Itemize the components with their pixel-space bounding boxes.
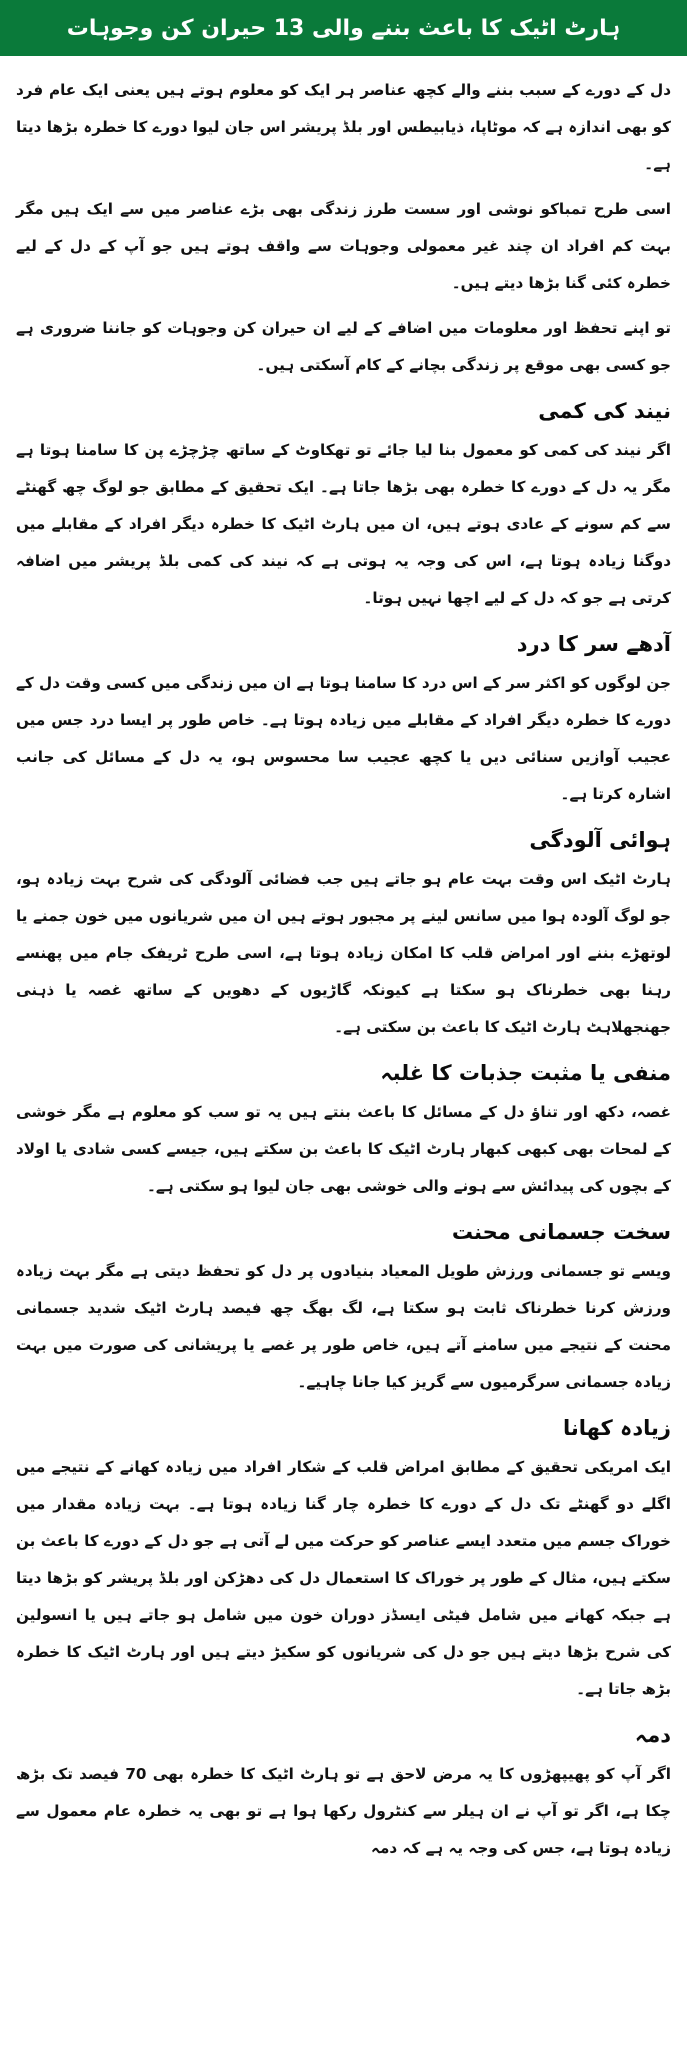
section-paragraph: غصہ، دکھ اور تناؤ دل کے مسائل کا باعث بنتے ہیں یہ تو سب کو معلوم ہے مگر خوشی کے لمحات بھی کبھی کبھار ہارٹ اٹیک کا باعث بن سکتے ہیں، جیسے کسی شادی یا اولاد کے بچوں کی پیدائش سے ہونے والی خوشی بھی جان لیوا ہو سکتی ہے۔	[16, 1103, 671, 1195]
section-paragraph: جن لوگوں کو اکثر سر کے اس درد کا سامنا ہوتا ہے ان میں زندگی میں کسی وقت دل کے دورے کا خطرہ دیگر افراد کے مقابلے میں زیادہ ہوتا ہے۔ خاص طور پر ایسا درد جس میں عجیب آوازیں سنائی دیں یا کچھ عجیب سا محسوس ہو، یہ دل کے مسائل کی جانب اشارہ کرتا ہے۔	[16, 674, 671, 803]
section-paragraph: اگر نیند کی کمی کو معمول بنا لیا جائے تو تھکاوٹ کے ساتھ چڑچڑے پن کا سامنا ہوتا ہے مگر یہ دل کے دورے کا خطرہ بھی بڑھا جاتا ہے۔ ایک تحقیق کے مطابق جو لوگ چھ گھنٹے سے کم سونے کے عادی ہوتے ہیں، ان میں ہارٹ اٹیک کا خطرہ دیگر افراد کے مقابلے میں دوگنا زیادہ ہوتا ہے، اس کی وجہ یہ ہوتی ہے کہ نیند کی کمی بلڈ پریشر میں اضافہ کرتی ہے جو کہ دل کے لیے اچھا نہیں ہوتا۔	[16, 441, 671, 607]
section-heading: سخت جسمانی محنت	[451, 1220, 671, 1244]
article-title: ہارٹ اٹیک کا باعث بننے والی 13 حیران کن وجوہات	[0, 0, 687, 58]
intro-paragraph: دل کے دورے کے سبب بننے والے کچھ عناصر ہر ایک کو معلوم ہوتے ہیں یعنی ایک عام فرد کو بھی اندازہ ہے کہ موٹاپا، ذیابیطس اور بلڈ پریشر اس جان لیوا دورے کا خطرہ بڑھا دیتا ہے۔	[16, 81, 671, 173]
article-body	[0, 58, 687, 1867]
section-paragraph: ایک امریکی تحقیق کے مطابق امراض قلب کے شکار افراد میں زیادہ کھانے کے نتیجے میں اگلے دو گھنٹے تک دل کے دورے کا خطرہ چار گنا زیادہ ہوتا ہے۔ بہت زیادہ مقدار میں خوراک جسم میں متعدد ایسے عناصر کو حرکت میں لے آتی ہے جو دل کے دورے کا باعث بن سکتے ہیں، مثال کے طور پر خوراک کا استعمال دل کی دھڑکن اور بلڈ پریشر کو بڑھا دیتا ہے جبکہ کھانے میں شامل فیٹی ایسڈز دوران خون میں شامل ہو جاتے ہیں یا انسولین کی شرح بڑھا دیتے ہیں جو دل کی شریانوں کو سکیڑ دیتے ہیں اور ہارٹ اٹیک کا خطرہ بڑھ جاتا ہے۔	[16, 1458, 671, 1698]
section-heading: ہوائی آلودگی	[529, 828, 671, 852]
section-heading: نیند کی کمی	[538, 399, 671, 423]
section-heading: زیادہ کھانا	[563, 1416, 671, 1440]
intro-paragraph: تو اپنے تحفظ اور معلومات میں اضافے کے لیے ان حیران کن وجوہات کو جاننا ضروری ہے جو کسی بھی موقع پر زندگی بچانے کے کام آسکتی ہیں۔	[16, 319, 671, 374]
section-paragraph: ہارٹ اٹیک اس وقت بہت عام ہو جاتے ہیں جب فضائی آلودگی کی شرح بہت زیادہ ہو، جو لوگ آلودہ ہوا میں سانس لینے پر مجبور ہوتے ہیں ان میں شریانوں میں خون جمنے یا لوتھڑے بننے اور امراض قلب کا امکان زیادہ ہوتا ہے، اسی طرح ٹریفک جام میں پھنسے رہنا بھی خطرناک ہو سکتا ہے کیونکہ گاڑیوں کے دھویں کے ساتھ غصہ یا ذہنی جھنجھلاہٹ ہارٹ اٹیک کا باعث بن سکتی ہے۔	[16, 870, 671, 1036]
section-heading: آدھے سر کا درد	[516, 632, 671, 656]
section-heading: منفی یا مثبت جذبات کا غلبہ	[380, 1061, 671, 1085]
section-heading: دمہ	[634, 1723, 671, 1747]
section-paragraph: ویسے تو جسمانی ورزش طویل المعیاد بنیادوں پر دل کو تحفظ دیتی ہے مگر بہت زیادہ ورزش کرنا خطرناک ثابت ہو سکتا ہے، لگ بھگ چھ فیصد ہارٹ اٹیک شدید جسمانی محنت کے نتیجے میں سامنے آتے ہیں، خاص طور پر غصے یا پریشانی کی صورت میں بہت زیادہ جسمانی سرگرمیوں سے گریز کیا جانا چاہیے۔	[16, 1262, 671, 1391]
section-paragraph: اگر آپ کو پھیپھڑوں کا یہ مرض لاحق ہے تو ہارٹ اٹیک کا خطرہ بھی 70 فیصد تک بڑھ چکا ہے، اگر تو آپ نے ان ہیلر سے کنٹرول رکھا ہوا ہے تو بھی یہ خطرہ عام معمول سے زیادہ ہوتا ہے، جس کی وجہ یہ ہے کہ دمہ	[16, 1765, 672, 1857]
intro-paragraph: اسی طرح تمباکو نوشی اور سست طرز زندگی بھی بڑے عناصر میں سے ایک ہیں مگر بہت کم افراد ان چند غیر معمولی وجوہات سے واقف ہوتے ہیں جو آپ کے دل کے لیے خطرہ کئی گنا بڑھا دیتے ہیں۔	[16, 200, 671, 292]
